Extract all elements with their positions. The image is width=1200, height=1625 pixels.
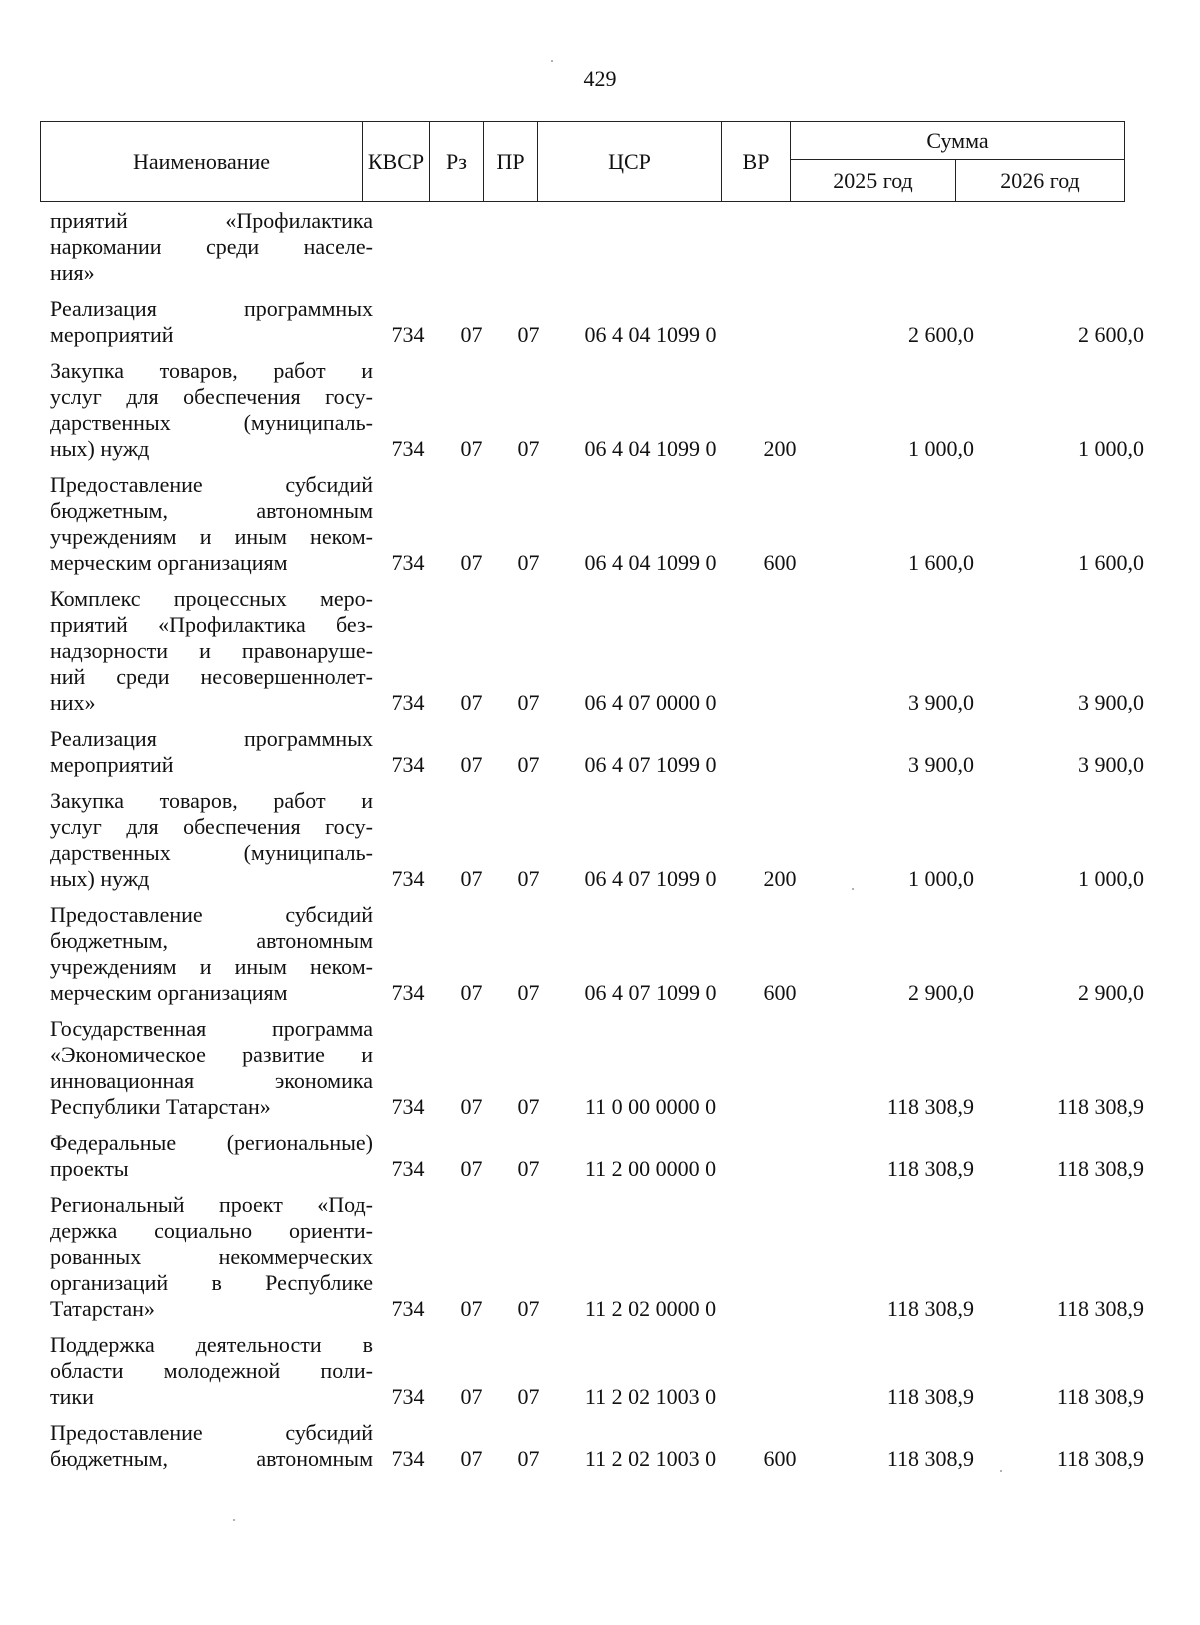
row-name bbox=[40, 902, 373, 1006]
row-name bbox=[40, 1130, 373, 1182]
table-row bbox=[40, 296, 1160, 358]
row-name bbox=[40, 208, 373, 286]
row-rz: 07 bbox=[460, 1446, 483, 1471]
row-rz: 07 bbox=[460, 690, 483, 715]
row-name-line: Государственная программа bbox=[50, 1016, 373, 1041]
row-rz: 07 bbox=[460, 550, 483, 575]
row-sum-2025: 1 000,0 bbox=[908, 866, 974, 891]
header-rz: Рз bbox=[430, 122, 484, 202]
row-csr: 06 4 04 1099 0 bbox=[584, 550, 717, 575]
table-row bbox=[40, 358, 1160, 472]
table-row bbox=[40, 1192, 1160, 1332]
row-kvsr: 734 bbox=[391, 1384, 425, 1409]
row-name-line: Поддержка деятельности в bbox=[50, 1332, 373, 1357]
row-vr: 200 bbox=[763, 866, 797, 891]
row-name bbox=[40, 788, 373, 892]
row-kvsr: 734 bbox=[391, 322, 425, 347]
row-name-line: держка социально ориенти- bbox=[50, 1218, 373, 1243]
row-name bbox=[40, 1332, 373, 1410]
row-pr: 07 bbox=[517, 436, 540, 461]
row-name-line: учреждениям и иным неком- bbox=[50, 954, 373, 979]
row-name-line: наркомании среди населе- bbox=[50, 234, 373, 259]
row-csr: 11 2 02 1003 0 bbox=[584, 1446, 717, 1471]
row-name-line: услуг для обеспечения госу- bbox=[50, 814, 373, 839]
table-row bbox=[40, 902, 1160, 1016]
row-sum-2026: 118 308,9 bbox=[1056, 1296, 1144, 1321]
row-name-line: учреждениям и иным неком- bbox=[50, 524, 373, 549]
row-csr: 06 4 04 1099 0 bbox=[584, 322, 717, 347]
row-name-line: бюджетным, автономным bbox=[50, 928, 373, 953]
row-kvsr: 734 bbox=[391, 1094, 425, 1119]
row-name-line: мерческим организациям bbox=[50, 550, 288, 575]
row-name-line: Реализация программных bbox=[50, 296, 373, 321]
row-name-line: Закупка товаров, работ и bbox=[50, 358, 373, 383]
scan-speck bbox=[1000, 1470, 1002, 1472]
row-rz: 07 bbox=[460, 1384, 483, 1409]
scan-speck bbox=[551, 60, 553, 62]
row-kvsr: 734 bbox=[391, 1446, 425, 1471]
table-row bbox=[40, 1016, 1160, 1130]
row-name bbox=[40, 296, 373, 348]
row-pr: 07 bbox=[517, 1446, 540, 1471]
row-name-line: надзорности и правонаруше- bbox=[50, 638, 373, 663]
row-name-line: Татарстан» bbox=[50, 1296, 155, 1321]
row-name-line: приятий «Профилактика bbox=[50, 208, 373, 233]
header-year-2025: 2025 год bbox=[791, 160, 956, 202]
row-name-line: мерческим организациям bbox=[50, 980, 288, 1005]
row-sum-2026: 3 900,0 bbox=[1078, 690, 1144, 715]
row-pr: 07 bbox=[517, 550, 540, 575]
row-sum-2025: 118 308,9 bbox=[886, 1156, 974, 1181]
row-name-line: услуг для обеспечения госу- bbox=[50, 384, 373, 409]
row-sum-2026: 1 600,0 bbox=[1078, 550, 1144, 575]
table-row bbox=[40, 1420, 1160, 1482]
row-name-line: Предоставление субсидий bbox=[50, 902, 373, 927]
row-pr: 07 bbox=[517, 980, 540, 1005]
row-name-line: мероприятий bbox=[50, 752, 174, 777]
table-row bbox=[40, 1332, 1160, 1420]
row-sum-2025: 2 900,0 bbox=[908, 980, 974, 1005]
row-kvsr: 734 bbox=[391, 1156, 425, 1181]
row-rz: 07 bbox=[460, 1296, 483, 1321]
row-name-line: Закупка товаров, работ и bbox=[50, 788, 373, 813]
row-name-line: Федеральные (региональные) bbox=[50, 1130, 373, 1155]
row-name-line: ных) нужд bbox=[50, 866, 150, 891]
row-name bbox=[40, 726, 373, 778]
row-rz: 07 bbox=[460, 1094, 483, 1119]
header-name: Наименование bbox=[41, 122, 363, 202]
row-csr: 11 2 00 0000 0 bbox=[584, 1156, 717, 1181]
row-pr: 07 bbox=[517, 1296, 540, 1321]
row-name-line: Реализация программных bbox=[50, 726, 373, 751]
row-name-line: дарственных (муниципаль- bbox=[50, 840, 373, 865]
row-name-line: Региональный проект «Под- bbox=[50, 1192, 373, 1217]
row-pr: 07 bbox=[517, 866, 540, 891]
scan-speck bbox=[852, 888, 854, 890]
table-body bbox=[40, 208, 1160, 1482]
row-csr: 11 2 02 0000 0 bbox=[584, 1296, 717, 1321]
row-name-line: Предоставление субсидий bbox=[50, 472, 373, 497]
header-csr: ЦСР bbox=[538, 122, 722, 202]
row-vr: 600 bbox=[763, 550, 797, 575]
row-pr: 07 bbox=[517, 1094, 540, 1119]
row-sum-2025: 3 900,0 bbox=[908, 690, 974, 715]
row-rz: 07 bbox=[460, 752, 483, 777]
row-name-line: ных) нужд bbox=[50, 436, 150, 461]
row-name bbox=[40, 1192, 373, 1322]
row-sum-2025: 1 600,0 bbox=[908, 550, 974, 575]
row-pr: 07 bbox=[517, 322, 540, 347]
row-name-line: проекты bbox=[50, 1156, 129, 1181]
table-row bbox=[40, 788, 1160, 902]
row-name-line: области молодежной поли- bbox=[50, 1358, 373, 1383]
row-name-line: тики bbox=[50, 1384, 94, 1409]
table-header bbox=[40, 121, 1125, 202]
table-row bbox=[40, 208, 1160, 296]
row-sum-2025: 2 600,0 bbox=[908, 322, 974, 347]
row-sum-2025: 118 308,9 bbox=[886, 1094, 974, 1119]
row-csr: 06 4 07 0000 0 bbox=[584, 690, 717, 715]
row-sum-2026: 1 000,0 bbox=[1078, 436, 1144, 461]
row-sum-2026: 118 308,9 bbox=[1056, 1384, 1144, 1409]
row-kvsr: 734 bbox=[391, 1296, 425, 1321]
header-sum: Сумма bbox=[791, 122, 1125, 160]
row-rz: 07 bbox=[460, 980, 483, 1005]
row-rz: 07 bbox=[460, 1156, 483, 1181]
header-vr: ВР bbox=[722, 122, 791, 202]
row-rz: 07 bbox=[460, 866, 483, 891]
table-row bbox=[40, 586, 1160, 726]
row-vr: 600 bbox=[763, 980, 797, 1005]
row-csr: 06 4 07 1099 0 bbox=[584, 980, 717, 1005]
row-kvsr: 734 bbox=[391, 866, 425, 891]
row-csr: 11 0 00 0000 0 bbox=[584, 1094, 717, 1119]
row-name bbox=[40, 586, 373, 716]
row-csr: 11 2 02 1003 0 bbox=[584, 1384, 717, 1409]
row-kvsr: 734 bbox=[391, 980, 425, 1005]
row-sum-2026: 2 600,0 bbox=[1078, 322, 1144, 347]
row-pr: 07 bbox=[517, 1384, 540, 1409]
table-row bbox=[40, 726, 1160, 788]
row-name-line: них» bbox=[50, 690, 96, 715]
row-sum-2026: 1 000,0 bbox=[1078, 866, 1144, 891]
header-year-2026: 2026 год bbox=[956, 160, 1125, 202]
row-csr: 06 4 04 1099 0 bbox=[584, 436, 717, 461]
row-vr: 600 bbox=[763, 1446, 797, 1471]
row-name-line: инновационная экономика bbox=[50, 1068, 373, 1093]
row-kvsr: 734 bbox=[391, 690, 425, 715]
row-pr: 07 bbox=[517, 1156, 540, 1181]
row-sum-2026: 3 900,0 bbox=[1078, 752, 1144, 777]
page-number: 429 bbox=[583, 66, 617, 91]
row-name-line: Предоставление субсидий bbox=[50, 1420, 373, 1445]
row-name-line: Комплекс процессных меро- bbox=[50, 586, 373, 611]
row-sum-2025: 3 900,0 bbox=[908, 752, 974, 777]
row-rz: 07 bbox=[460, 436, 483, 461]
row-name-line: «Экономическое развитие и bbox=[50, 1042, 373, 1067]
row-kvsr: 734 bbox=[391, 550, 425, 575]
row-pr: 07 bbox=[517, 752, 540, 777]
row-sum-2025: 1 000,0 bbox=[908, 436, 974, 461]
row-vr: 200 bbox=[763, 436, 797, 461]
row-kvsr: 734 bbox=[391, 436, 425, 461]
header-kvsr: КВСР bbox=[363, 122, 430, 202]
row-sum-2025: 118 308,9 bbox=[886, 1384, 974, 1409]
row-csr: 06 4 07 1099 0 bbox=[584, 866, 717, 891]
row-sum-2025: 118 308,9 bbox=[886, 1296, 974, 1321]
row-name-line: бюджетным, автономным bbox=[50, 498, 373, 523]
row-pr: 07 bbox=[517, 690, 540, 715]
row-name-line: приятий «Профилактика без- bbox=[50, 612, 373, 637]
row-name-line: рованных некоммерческих bbox=[50, 1244, 373, 1269]
row-name-line: Республики Татарстан» bbox=[50, 1094, 271, 1119]
row-name bbox=[40, 358, 373, 462]
row-rz: 07 bbox=[460, 322, 483, 347]
table-row bbox=[40, 472, 1160, 586]
row-name-line: ний среди несовершеннолет- bbox=[50, 664, 373, 689]
row-name-line: организаций в Республике bbox=[50, 1270, 373, 1295]
row-sum-2026: 118 308,9 bbox=[1056, 1156, 1144, 1181]
header-pr: ПР bbox=[484, 122, 538, 202]
row-name bbox=[40, 1420, 373, 1472]
row-name-line: дарственных (муниципаль- bbox=[50, 410, 373, 435]
row-name bbox=[40, 472, 373, 576]
table-row bbox=[40, 1130, 1160, 1192]
scan-speck bbox=[233, 1519, 235, 1521]
row-kvsr: 734 bbox=[391, 752, 425, 777]
row-sum-2026: 2 900,0 bbox=[1078, 980, 1144, 1005]
row-csr: 06 4 07 1099 0 bbox=[584, 752, 717, 777]
row-sum-2025: 118 308,9 bbox=[886, 1446, 974, 1471]
row-name-line: ния» bbox=[50, 260, 95, 285]
row-name-line: мероприятий bbox=[50, 322, 174, 347]
row-name-line: бюджетным, автономным bbox=[50, 1446, 373, 1471]
row-sum-2026: 118 308,9 bbox=[1056, 1446, 1144, 1471]
row-sum-2026: 118 308,9 bbox=[1056, 1094, 1144, 1119]
row-name bbox=[40, 1016, 373, 1120]
